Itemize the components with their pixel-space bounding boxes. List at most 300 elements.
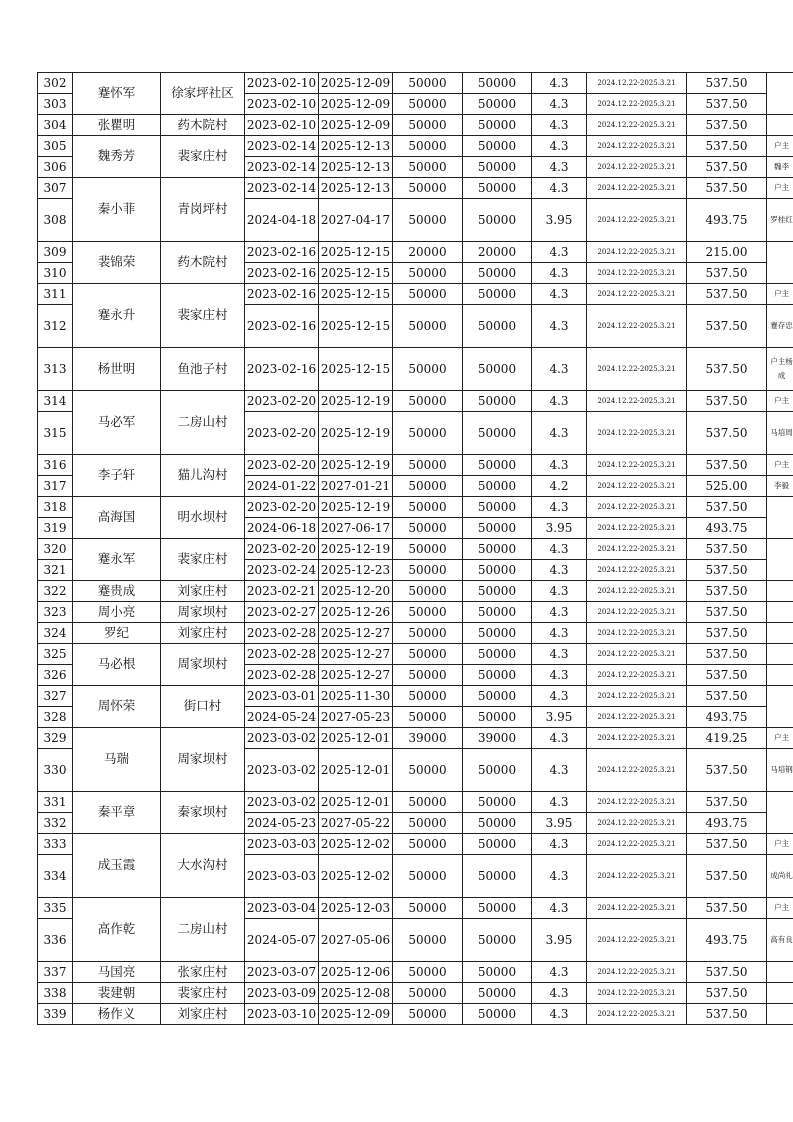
loan-amount-cell: 50000 [393,602,463,623]
loan-balance-cell: 50000 [463,284,532,305]
table-row [38,686,793,707]
row-number-cell: 332 [38,813,73,834]
interest-rate-cell: 4.3 [532,898,587,919]
loan-start-date-cell: 2023-03-09 [245,983,319,1004]
interest-rate-cell: 4.3 [532,497,587,518]
interest-amount-cell: 537.50 [687,115,767,136]
borrower-name-cell: 蹇怀军 [73,73,161,115]
interest-rate-cell: 4.3 [532,665,587,686]
borrower-name-cell: 高海国 [73,497,161,539]
loan-start-date-cell: 2023-02-14 [245,136,319,157]
borrower-name-cell: 成玉霞 [73,834,161,898]
loan-end-date-cell: 2027-04-17 [319,199,393,242]
loan-start-date-cell: 2023-02-10 [245,115,319,136]
household-note-text: 李毅 [774,480,789,490]
loan-balance-cell: 50000 [463,476,532,497]
loan-balance-cell: 50000 [463,855,532,898]
loan-amount-cell: 50000 [393,898,463,919]
interest-amount-cell: 537.50 [687,644,767,665]
household-note-cell [767,539,793,581]
table-row [38,73,793,94]
loan-amount-cell: 50000 [393,115,463,136]
loan-balance-cell: 20000 [463,242,532,263]
table-row [38,497,793,518]
village-cell: 刘家庄村 [161,623,245,644]
interest-period-cell: 2024.12.22-2025.3.21 [587,686,687,707]
row-number-cell: 311 [38,284,73,305]
interest-rate-cell: 4.3 [532,263,587,284]
interest-period-cell: 2024.12.22-2025.3.21 [587,983,687,1004]
household-note-text: 户主 [774,902,789,912]
loan-end-date-cell: 2027-05-06 [319,919,393,962]
loan-start-date-cell: 2023-02-20 [245,391,319,412]
loan-end-date-cell: 2025-12-27 [319,644,393,665]
table-row [38,962,793,983]
interest-period-cell: 2024.12.22-2025.3.21 [587,199,687,242]
loan-end-date-cell: 2025-12-19 [319,455,393,476]
interest-period-cell: 2024.12.22-2025.3.21 [587,581,687,602]
interest-amount-cell: 537.50 [687,305,767,348]
loan-start-date-cell: 2023-02-20 [245,497,319,518]
loan-end-date-cell: 2025-12-15 [319,263,393,284]
borrower-name-cell: 马瑞 [73,728,161,792]
interest-amount-cell: 537.50 [687,136,767,157]
interest-amount-cell: 537.50 [687,623,767,644]
loan-amount-cell: 50000 [393,665,463,686]
interest-amount-cell: 537.50 [687,855,767,898]
table-row [38,539,793,560]
village-cell: 猫儿沟村 [161,455,245,497]
interest-period-cell: 2024.12.22-2025.3.21 [587,962,687,983]
loan-amount-cell: 50000 [393,476,463,497]
interest-rate-cell: 4.3 [532,792,587,813]
interest-amount-cell: 493.75 [687,813,767,834]
interest-amount-cell: 537.50 [687,983,767,1004]
interest-period-cell: 2024.12.22-2025.3.21 [587,623,687,644]
household-note-cell [767,962,793,983]
row-number-cell: 307 [38,178,73,199]
household-note-text: 罗桂红 [770,214,793,224]
loan-start-date-cell: 2023-03-02 [245,749,319,792]
household-note-text: 成尚礼 [770,870,793,880]
village-cell: 徐家坪社区 [161,73,245,115]
loan-end-date-cell: 2025-12-13 [319,157,393,178]
loan-amount-cell: 50000 [393,834,463,855]
household-note-cell [767,898,793,919]
row-number-cell: 328 [38,707,73,728]
village-cell: 周家坝村 [161,644,245,686]
borrower-name-cell: 秦平章 [73,792,161,834]
row-number-cell: 310 [38,263,73,284]
borrower-name-cell: 蹇永军 [73,539,161,581]
household-note-cell [767,644,793,665]
loan-start-date-cell: 2024-05-23 [245,813,319,834]
household-note-cell [767,73,793,115]
loan-start-date-cell: 2023-03-03 [245,855,319,898]
loan-balance-cell: 50000 [463,94,532,115]
loan-start-date-cell: 2024-05-24 [245,707,319,728]
household-note-text: 蹇存忠 [770,320,793,330]
interest-amount-cell: 537.50 [687,1004,767,1025]
interest-amount-cell: 537.50 [687,602,767,623]
village-cell: 张家庄村 [161,962,245,983]
village-cell: 周家坝村 [161,728,245,792]
village-cell: 刘家庄村 [161,1004,245,1025]
row-number-cell: 309 [38,242,73,263]
interest-rate-cell: 4.3 [532,178,587,199]
loan-start-date-cell: 2023-02-16 [245,305,319,348]
household-note-cell [767,157,793,178]
borrower-name-cell: 马国亮 [73,962,161,983]
loan-balance-cell: 39000 [463,728,532,749]
loan-end-date-cell: 2025-12-15 [319,348,393,391]
interest-period-cell: 2024.12.22-2025.3.21 [587,602,687,623]
loan-amount-cell: 50000 [393,919,463,962]
interest-period-cell: 2024.12.22-2025.3.21 [587,412,687,455]
loan-end-date-cell: 2025-12-09 [319,94,393,115]
loan-balance-cell: 50000 [463,898,532,919]
interest-rate-cell: 4.3 [532,455,587,476]
loan-amount-cell: 39000 [393,728,463,749]
household-note-cell [767,115,793,136]
village-cell: 周家坝村 [161,602,245,623]
loan-start-date-cell: 2023-02-10 [245,94,319,115]
loan-end-date-cell: 2025-12-15 [319,305,393,348]
loan-end-date-cell: 2025-12-19 [319,391,393,412]
loan-start-date-cell: 2023-02-10 [245,73,319,94]
village-cell: 二房山村 [161,898,245,962]
loan-end-date-cell: 2025-12-06 [319,962,393,983]
loan-start-date-cell: 2024-04-18 [245,199,319,242]
household-note-cell [767,136,793,157]
loan-end-date-cell: 2027-06-17 [319,518,393,539]
interest-rate-cell: 4.3 [532,136,587,157]
household-note-cell [767,749,793,792]
loan-amount-cell: 50000 [393,199,463,242]
interest-amount-cell: 537.50 [687,539,767,560]
household-note-text: 户主 [774,459,789,469]
village-cell: 裴家庄村 [161,136,245,178]
village-cell: 二房山村 [161,391,245,455]
interest-amount-cell: 537.50 [687,157,767,178]
interest-amount-cell: 537.50 [687,348,767,391]
loan-end-date-cell: 2025-12-19 [319,539,393,560]
loan-amount-cell: 20000 [393,242,463,263]
interest-amount-cell: 537.50 [687,73,767,94]
table-row [38,792,793,813]
loan-balance-cell: 50000 [463,560,532,581]
loan-start-date-cell: 2023-03-04 [245,898,319,919]
loan-start-date-cell: 2024-01-22 [245,476,319,497]
loan-start-date-cell: 2023-02-27 [245,602,319,623]
loan-end-date-cell: 2025-12-26 [319,602,393,623]
village-cell: 药木院村 [161,242,245,284]
household-note-cell [767,497,793,539]
interest-period-cell: 2024.12.22-2025.3.21 [587,476,687,497]
loan-start-date-cell: 2023-03-03 [245,834,319,855]
loan-balance-cell: 50000 [463,199,532,242]
row-number-cell: 339 [38,1004,73,1025]
loan-balance-cell: 50000 [463,391,532,412]
loan-start-date-cell: 2024-06-18 [245,518,319,539]
interest-period-cell: 2024.12.22-2025.3.21 [587,391,687,412]
loan-interest-table [37,72,793,1025]
loan-start-date-cell: 2023-02-14 [245,157,319,178]
household-note-cell [767,919,793,962]
village-cell: 药木院村 [161,115,245,136]
interest-period-cell: 2024.12.22-2025.3.21 [587,263,687,284]
household-note-text: 户主 [774,395,789,405]
loan-balance-cell: 50000 [463,983,532,1004]
loan-amount-cell: 50000 [393,644,463,665]
household-note-text: 户主 [774,838,789,848]
interest-amount-cell: 537.50 [687,898,767,919]
household-note-cell [767,728,793,749]
loan-balance-cell: 50000 [463,1004,532,1025]
interest-rate-cell: 4.3 [532,644,587,665]
loan-end-date-cell: 2025-12-13 [319,178,393,199]
loan-end-date-cell: 2027-05-23 [319,707,393,728]
household-note-cell [767,476,793,497]
loan-end-date-cell: 2025-12-19 [319,497,393,518]
loan-balance-cell: 50000 [463,623,532,644]
interest-amount-cell: 537.50 [687,412,767,455]
loan-balance-cell: 50000 [463,178,532,199]
interest-rate-cell: 4.3 [532,305,587,348]
row-number-cell: 315 [38,412,73,455]
interest-amount-cell: 537.50 [687,962,767,983]
interest-amount-cell: 419.25 [687,728,767,749]
table-row [38,391,793,412]
household-note-text: 魏李 [774,161,789,171]
interest-amount-cell: 537.50 [687,94,767,115]
interest-period-cell: 2024.12.22-2025.3.21 [587,813,687,834]
interest-rate-cell: 3.95 [532,518,587,539]
row-number-cell: 324 [38,623,73,644]
loan-end-date-cell: 2025-12-09 [319,115,393,136]
table-row [38,178,793,199]
household-note-cell [767,686,793,728]
row-number-cell: 337 [38,962,73,983]
loan-balance-cell: 50000 [463,115,532,136]
loan-balance-cell: 50000 [463,813,532,834]
loan-start-date-cell: 2023-02-21 [245,581,319,602]
interest-amount-cell: 537.50 [687,560,767,581]
loan-start-date-cell: 2023-02-16 [245,242,319,263]
village-cell: 裴家庄村 [161,983,245,1004]
loan-balance-cell: 50000 [463,136,532,157]
loan-end-date-cell: 2025-12-19 [319,412,393,455]
interest-rate-cell: 4.3 [532,157,587,178]
interest-amount-cell: 537.50 [687,497,767,518]
loan-amount-cell: 50000 [393,749,463,792]
loan-end-date-cell: 2025-12-13 [319,136,393,157]
loan-balance-cell: 50000 [463,919,532,962]
loan-amount-cell: 50000 [393,518,463,539]
loan-end-date-cell: 2025-12-08 [319,983,393,1004]
interest-rate-cell: 4.3 [532,686,587,707]
borrower-name-cell: 马必根 [73,644,161,686]
loan-end-date-cell: 2025-12-03 [319,898,393,919]
row-number-cell: 314 [38,391,73,412]
row-number-cell: 306 [38,157,73,178]
loan-balance-cell: 50000 [463,707,532,728]
interest-rate-cell: 3.95 [532,813,587,834]
loan-end-date-cell: 2025-12-15 [319,284,393,305]
borrower-name-cell: 蹇永升 [73,284,161,348]
interest-amount-cell: 537.50 [687,455,767,476]
loan-start-date-cell: 2023-02-20 [245,412,319,455]
interest-period-cell: 2024.12.22-2025.3.21 [587,242,687,263]
interest-period-cell: 2024.12.22-2025.3.21 [587,73,687,94]
household-note-cell [767,983,793,1004]
loan-amount-cell: 50000 [393,792,463,813]
village-cell: 裴家庄村 [161,539,245,581]
row-number-cell: 327 [38,686,73,707]
loan-start-date-cell: 2023-02-16 [245,263,319,284]
row-number-cell: 312 [38,305,73,348]
loan-end-date-cell: 2025-12-23 [319,560,393,581]
row-number-cell: 319 [38,518,73,539]
interest-rate-cell: 4.3 [532,348,587,391]
loan-start-date-cell: 2023-02-28 [245,644,319,665]
interest-rate-cell: 4.3 [532,73,587,94]
interest-rate-cell: 4.3 [532,412,587,455]
household-note-text: 马培周 [770,427,793,437]
loan-balance-cell: 50000 [463,497,532,518]
interest-amount-cell: 537.50 [687,284,767,305]
household-note-cell [767,602,793,623]
loan-amount-cell: 50000 [393,962,463,983]
interest-amount-cell: 537.50 [687,834,767,855]
interest-rate-cell: 4.3 [532,115,587,136]
loan-amount-cell: 50000 [393,284,463,305]
borrower-name-cell: 裴锦荣 [73,242,161,284]
loan-end-date-cell: 2025-12-09 [319,1004,393,1025]
interest-amount-cell: 525.00 [687,476,767,497]
loan-balance-cell: 50000 [463,665,532,686]
interest-rate-cell: 4.3 [532,834,587,855]
loan-amount-cell: 50000 [393,686,463,707]
loan-end-date-cell: 2025-12-27 [319,623,393,644]
loan-end-date-cell: 2025-12-02 [319,834,393,855]
interest-rate-cell: 4.3 [532,962,587,983]
loan-end-date-cell: 2025-12-20 [319,581,393,602]
interest-period-cell: 2024.12.22-2025.3.21 [587,792,687,813]
loan-balance-cell: 50000 [463,834,532,855]
interest-rate-cell: 4.3 [532,560,587,581]
borrower-name-cell: 蹇贵成 [73,581,161,602]
interest-rate-cell: 4.3 [532,391,587,412]
village-cell: 明水坝村 [161,497,245,539]
row-number-cell: 321 [38,560,73,581]
interest-period-cell: 2024.12.22-2025.3.21 [587,348,687,391]
interest-rate-cell: 4.3 [532,749,587,792]
loan-amount-cell: 50000 [393,813,463,834]
household-note-text: 马培钢 [770,764,793,774]
loan-balance-cell: 50000 [463,602,532,623]
interest-period-cell: 2024.12.22-2025.3.21 [587,644,687,665]
loan-start-date-cell: 2023-02-24 [245,560,319,581]
row-number-cell: 308 [38,199,73,242]
interest-period-cell: 2024.12.22-2025.3.21 [587,855,687,898]
loan-amount-cell: 50000 [393,73,463,94]
row-number-cell: 334 [38,855,73,898]
loan-amount-cell: 50000 [393,707,463,728]
loan-end-date-cell: 2025-12-15 [319,242,393,263]
interest-period-cell: 2024.12.22-2025.3.21 [587,749,687,792]
loan-amount-cell: 50000 [393,983,463,1004]
interest-amount-cell: 493.75 [687,707,767,728]
village-cell: 街口村 [161,686,245,728]
interest-period-cell: 2024.12.22-2025.3.21 [587,560,687,581]
loan-start-date-cell: 2023-02-28 [245,623,319,644]
borrower-name-cell: 秦小菲 [73,178,161,242]
loan-start-date-cell: 2024-05-07 [245,919,319,962]
interest-period-cell: 2024.12.22-2025.3.21 [587,834,687,855]
household-note-cell [767,348,793,391]
household-note-cell [767,178,793,199]
table-row [38,623,793,644]
interest-period-cell: 2024.12.22-2025.3.21 [587,94,687,115]
loan-amount-cell: 50000 [393,94,463,115]
household-note-text: 户主杨成 [770,356,793,380]
loan-start-date-cell: 2023-02-20 [245,539,319,560]
interest-period-cell: 2024.12.22-2025.3.21 [587,1004,687,1025]
row-number-cell: 317 [38,476,73,497]
household-note-text: 户主 [774,288,789,298]
interest-period-cell: 2024.12.22-2025.3.21 [587,728,687,749]
borrower-name-cell: 周怀荣 [73,686,161,728]
loan-balance-cell: 50000 [463,644,532,665]
household-note-cell [767,665,793,686]
loan-balance-cell: 50000 [463,412,532,455]
borrower-name-cell: 杨作义 [73,1004,161,1025]
household-note-cell [767,391,793,412]
household-note-text: 户主 [774,732,789,742]
loan-start-date-cell: 2023-02-16 [245,284,319,305]
interest-period-cell: 2024.12.22-2025.3.21 [587,455,687,476]
row-number-cell: 335 [38,898,73,919]
loan-end-date-cell: 2025-12-02 [319,855,393,898]
loan-balance-cell: 50000 [463,686,532,707]
interest-amount-cell: 537.50 [687,178,767,199]
row-number-cell: 331 [38,792,73,813]
row-number-cell: 304 [38,115,73,136]
table-row [38,115,793,136]
village-cell: 刘家庄村 [161,581,245,602]
interest-rate-cell: 3.95 [532,707,587,728]
interest-rate-cell: 4.3 [532,284,587,305]
row-number-cell: 338 [38,983,73,1004]
row-number-cell: 326 [38,665,73,686]
loan-end-date-cell: 2025-12-01 [319,792,393,813]
row-number-cell: 316 [38,455,73,476]
table-row [38,242,793,263]
loan-amount-cell: 50000 [393,263,463,284]
household-note-cell [767,855,793,898]
interest-period-cell: 2024.12.22-2025.3.21 [587,518,687,539]
loan-start-date-cell: 2023-02-20 [245,455,319,476]
interest-period-cell: 2024.12.22-2025.3.21 [587,707,687,728]
table-row [38,455,793,476]
interest-period-cell: 2024.12.22-2025.3.21 [587,178,687,199]
household-note-cell [767,412,793,455]
interest-amount-cell: 537.50 [687,391,767,412]
borrower-name-cell: 马必军 [73,391,161,455]
interest-amount-cell: 537.50 [687,263,767,284]
household-note-text: 高有良 [770,934,793,944]
